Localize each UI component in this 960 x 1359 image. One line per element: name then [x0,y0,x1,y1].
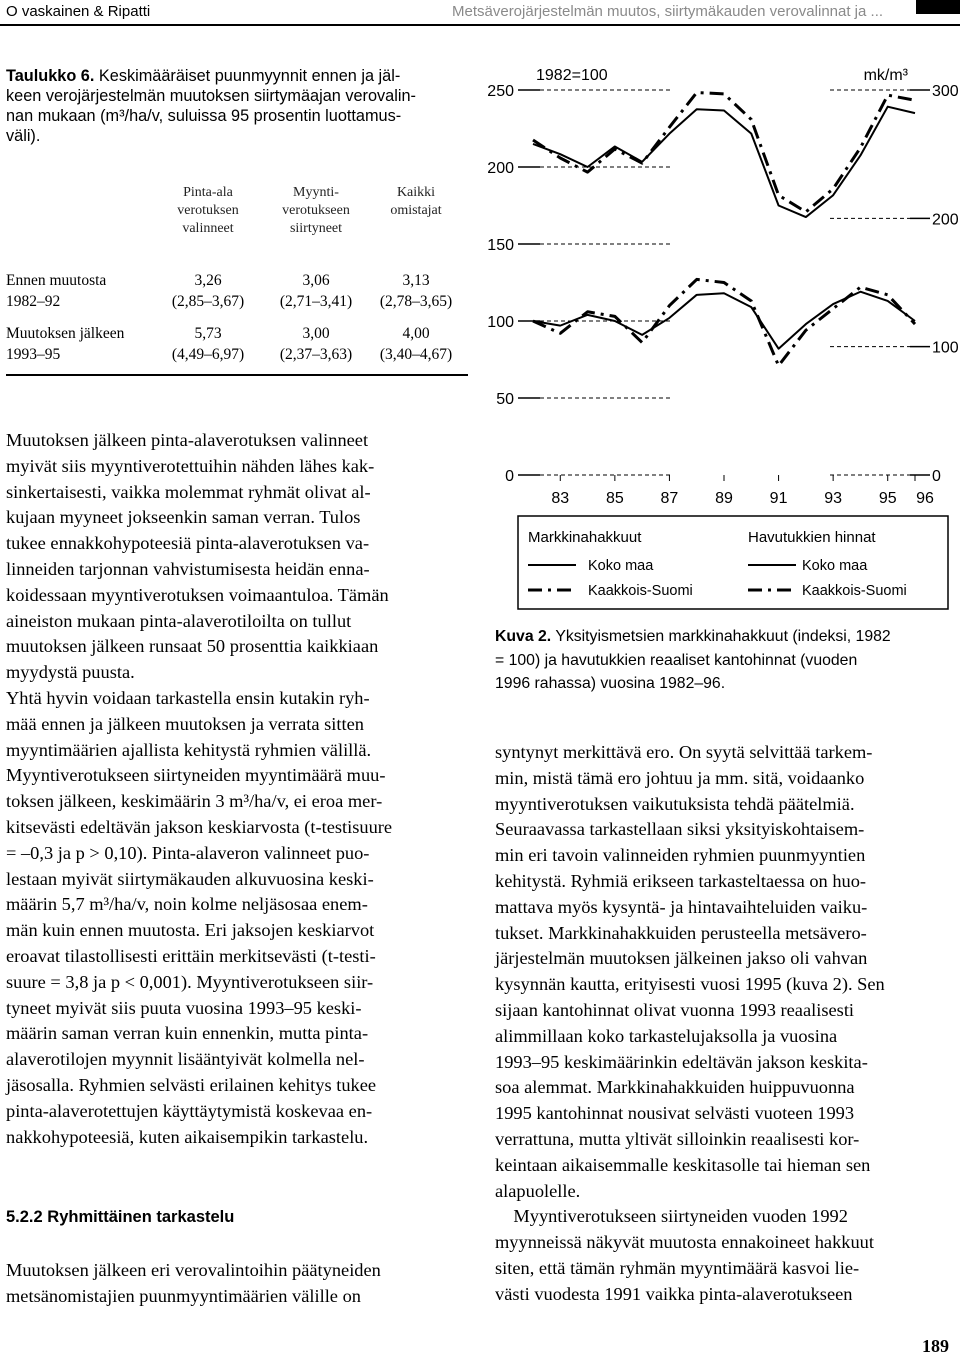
header-rule [0,24,960,26]
figure-caption-line: 1996 rahassa) vuosina 1982–96. [495,675,726,692]
table-cell: 3,13 (2,78–3,65) [379,272,453,310]
right-tick-label: 200 [932,211,959,229]
legend-item: Koko maa [802,558,868,574]
table-column-header: Pinta-ala verotuksen valinneet [177,185,239,236]
table-bottom-rule [6,374,468,376]
text-line: tukset. Markkinahakkuiden perusteella metsävero- [495,922,867,943]
text-line: min eri tavoin valinneiden ryhmien puunmyyntien [495,845,866,866]
text-line: 1995 kantohinnat nousivat selvästi vuoteen 1993 [495,1103,855,1124]
x-tick-label: 95 [878,490,897,507]
left-tick-label: 250 [487,83,514,100]
right-tick-label: 100 [932,339,959,357]
text-line: syntynyt merkittävä ero. On syytä selvittää tarkem- [495,742,873,762]
text-line: alapuolelle. [495,1180,581,1201]
x-tick-label: 96 [916,490,934,507]
table-column-header: Kaikki omistajat [390,185,442,218]
left-tick-label: 200 [487,160,514,177]
body-paragraph: Muutoksen jälkeen eri verovalintoihin päätyneiden metsänomistajien puunmyyntimäärien välille on [6,1260,381,1306]
body-paragraph: Yhtä hyvin voidaan tarkastella ensin kutakin ryh- mää ennen ja jälkeen muutoksen ja verrata sitten myyntimäärien ajallista kehitystä ryhmien välillä. Myyntiverotukseen siirtyneiden myyntimäärä muu- toksen jälkeen, keskimäärin 3 m³/ha/v, ei eroa mer- kitsevästi edeltävän jakson keskiarvosta (t-testisuure = –0,3 ja p > 0,10). Pinta-alaveron valinneet puo- lestaan myivät siirtymäkauden alkuvuosina keski- määrin 5,7 m³/ha/v, noin kolme neljäsosaa enem- män kuin ennen muutosta. Eri jaksojen keskiarvot eroavat tilastollisesti erittäin merkitsevästi (t-testi- suure = 3,8 ja p < 0,001). Myyntiverotukseen siir- tyneet myivät siis puuta vuosina 1993–95 keski- määrin saman verran kuin ennenkin, mutta pinta- alaverotilojen myynnit lisääntyivät kolmella nel- jäsosalla. Ryhmien selvästi erilainen kehitys tukee pinta-alaverotettujen käyttäytymistä koskevaa en- nakkohypoteesiä, kuten aikaisempikin tarkastelu. [6,688,393,1147]
x-tick-label: 89 [715,490,733,507]
chart-series [533,93,915,366]
text-line: alimmillaan koko tarkastelujaksolla ja vuosina [495,1025,838,1046]
text-line: siten, että tämän ryhmän myyntimäärä kasvoi lie- [495,1257,860,1278]
left-tick-label: 50 [496,391,514,408]
chart-axes [487,67,959,507]
page-number: 189 [922,1336,949,1356]
body-paragraph: Muutoksen jälkeen pinta-alaverotuksen valinneet myivät siis myyntiverotettuihin nähden lähes kak- sinkertaisesti, vaikka molemmat ryhmät olivat al- kujaan myyneet jokseenkin saman verran. Tulos tukee ennakkohypoteesiä pinta-alaverotuksen va- linneiden tarjonnan vahvistumisesta heidän enna- koidessaan myyntiverotuksen voimaantuloa. Tämän aineiston mukaan pinta-alaverotiloilta on tullut muutoksen jälkeen runsaat 50 prosenttia kaikkiaan myydystä puusta. [6,430,389,683]
series-line [533,292,915,349]
left-tick-label: 150 [487,237,514,254]
table-row-label: Muutoksen jälkeen 1993–95 [6,325,125,363]
table-caption-line: keen verojärjestelmän muutoksen siirtymäajan verovalin- [6,87,416,105]
table-cell: 5,73 (4,49–6,97) [171,325,245,363]
text-line: min, mistä tämä ero johtuu ja mm. sitä, voidaanko [495,767,865,788]
x-tick-label: 91 [769,490,788,507]
x-tick-label: 85 [605,490,624,507]
text-line: mattava myös kysyntä- ja hintavaihteluiden vaiku- [495,896,868,917]
running-header-title: Metsäverojärjestelmän muutos, siirtymäkauden verovalinnat ja ... [452,3,884,20]
figure-chart [487,60,960,615]
table-cell: 3,00 (2,37–3,63) [279,325,353,363]
legend-group-title: Markkinahakkuut [528,529,642,546]
table-caption-line: Keskimääräiset puunmyynnit ennen ja jäl- [98,67,401,85]
legend-group-title: Havutukkien hinnat [748,529,876,546]
text-line: myynneissä näkyvät muutosta ennakoineet hakkuut [495,1232,874,1253]
table-caption-label: Taulukko 6. [6,67,95,85]
text-line: myyntiverotuksen vaikutuksista tehdä päätelmiä. [495,793,855,814]
table-caption-line: väli). [6,127,41,145]
text-line: Seuraavassa tarkastellaan siksi yksityiskohtaisem- [495,819,865,840]
text-line: Myyntiverotukseen siirtyneiden vuoden 1992 [495,1206,848,1227]
table-column-header: Myynti- verotukseen siirtyneet [282,185,350,236]
right-tick-label: 300 [932,83,959,100]
text-line: sijaan kantohinnat olivat vuonna 1993 reaalisesti [495,999,855,1020]
text-line: järjestelmän muutoksen jälkeinen jakso oli vahvan [495,948,868,969]
table-cell: 3,06 (2,71–3,41) [279,272,353,310]
legend-item: Koko maa [588,558,654,574]
index-base-label: 1982=100 [536,67,608,84]
left-tick-label: 0 [505,468,514,485]
table-cell: 4,00 (3,40–4,67) [379,325,453,363]
x-tick-label: 93 [824,490,843,507]
left-tick-label: 100 [487,314,514,331]
x-tick-label: 87 [660,490,679,507]
text-line: soa alemmat. Markkinahakkuiden huippuvuonna [495,1077,855,1098]
text-line: kehitystä. Ryhmiä erikseen tarkasteltaessa on huo- [495,870,867,891]
text-line: kysynnän kautta, erityisesti vuosi 1995 (kuva 2). Sen [495,974,885,995]
figure-caption-line: Yksityismetsien markkinahakkuut (indeksi, 1982 [555,628,891,645]
legend-item: Kaakkois-Suomi [588,583,693,599]
table-caption-line: nan mukaan (m³/ha/v, suluissa 95 prosentin luottamus- [6,107,402,125]
text-line: verrattuna, mutta yltivät silloinkin reaalisesti kor- [495,1128,860,1149]
series-line [533,107,915,217]
running-header-authors: O vaskainen & Ripatti [6,3,151,20]
section-heading: 5.2.2 Ryhmittäinen tarkastelu [6,1208,235,1226]
legend-item: Kaakkois-Suomi [802,583,907,599]
header-marker [916,0,960,14]
x-tick-label: 83 [551,490,570,507]
table-cell: 3,26 (2,85–3,67) [171,272,245,310]
figure-caption [495,625,957,696]
chart-legend [518,516,948,609]
text-line: keintaan aikaisemmalle keskitasolle tai hieman sen [495,1154,871,1175]
text-line: 1993–95 keskimäärinkin edeltävän jakson keskita- [495,1051,868,1072]
body-paragraph [495,740,957,1308]
table-caption [6,66,468,146]
right-tick-label: 0 [932,468,941,485]
price-unit-label: mk/m³ [863,67,908,84]
text-line: västi vuodesta 1991 vaikka pinta-alaverotukseen [495,1283,853,1304]
table-row-label: Ennen muutosta 1982–92 [6,272,107,310]
figure-caption-label: Kuva 2. [495,628,552,645]
figure-caption-line: = 100) ja havutukkien reaaliset kantohinnat (vuoden [495,651,858,669]
